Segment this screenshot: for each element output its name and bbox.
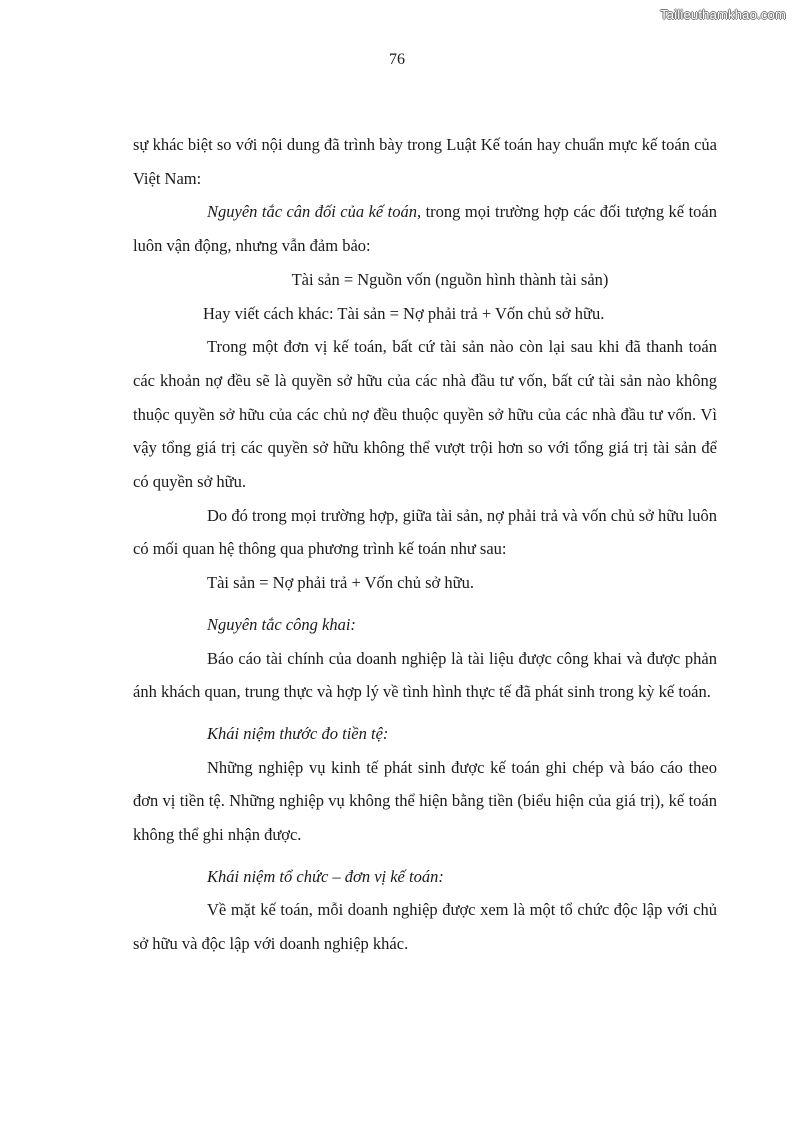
equation-assets-capital: Tài sản = Nguồn vốn (nguồn hình thành tài sản) bbox=[291, 269, 609, 289]
paragraph-disclosure: Báo cáo tài chính của doanh nghiệp là tài liệu được công khai và được phản ánh khách quan, trung thực và hợp lý về tình hình thực tế đã phát sinh trong kỳ kế toán. bbox=[133, 648, 717, 702]
paragraph-entity-concept: Về mặt kế toán, mỗi doanh nghiệp được xem là một tổ chức độc lập với chủ sở hữu và độc lập với doanh nghiệp khác. bbox=[133, 900, 717, 954]
heading-entity-concept: Khái niệm tổ chức – đơn vị kế toán: bbox=[207, 866, 444, 886]
document-body bbox=[133, 128, 717, 961]
paragraph-relationship: Do đó trong mọi trường hợp, giữa tài sản, nợ phải trả và vốn chủ sở hữu luôn có mối quan hệ thông qua phương trình kế toán như sau: bbox=[133, 505, 717, 559]
equation-alternative: Hay viết cách khác: Tài sản = Nợ phải trả + Vốn chủ sở hữu. bbox=[203, 303, 605, 323]
balance-principle-text: trong mọi trường hợp các đối tượng kế toán luôn vận động, nhưng vẫn đảm bảo: bbox=[133, 202, 717, 256]
paragraph-intro: sự khác biệt so với nội dung đã trình bày trong Luật Kế toán hay chuẩn mực kế toán của Việt Nam: bbox=[133, 135, 717, 188]
heading-disclosure-principle: Nguyên tắc công khai: bbox=[207, 614, 356, 634]
balance-principle-heading: Nguyên tắc cân đối của kế toán, bbox=[207, 202, 422, 222]
paragraph-balance-principle bbox=[133, 195, 717, 262]
page-number: 76 bbox=[389, 51, 405, 68]
paragraph-ownership: Trong một đơn vị kế toán, bất cứ tài sản nào còn lại sau khi đã thanh toán các khoản nợ đều sẽ là quyền sở hữu của các nhà đầu tư vốn, bất cứ tài sản nào không thuộc quyền sở hữu của các chủ nợ đều thuộc quyền sở hữu của các nhà đầu tư vốn. Vì vậy tổng giá trị các quyền sở hữu không thể vượt trội hơn so với tổng giá trị tài sản để có quyền sở hữu. bbox=[133, 337, 717, 492]
watermark-text: Tailieuthamkhao.com bbox=[660, 7, 786, 22]
heading-monetary-unit: Khái niệm thước đo tiền tệ: bbox=[207, 723, 389, 743]
paragraph-monetary-unit: Những nghiệp vụ kinh tế phát sinh được kế toán ghi chép và báo cáo theo đơn vị tiền tệ. Những nghiệp vụ không thể hiện bằng tiền (biểu hiện của giá trị), kế toán không thể ghi nhận được. bbox=[133, 757, 717, 845]
equation-accounting: Tài sản = Nợ phải trả + Vốn chủ sở hữu. bbox=[207, 573, 474, 593]
